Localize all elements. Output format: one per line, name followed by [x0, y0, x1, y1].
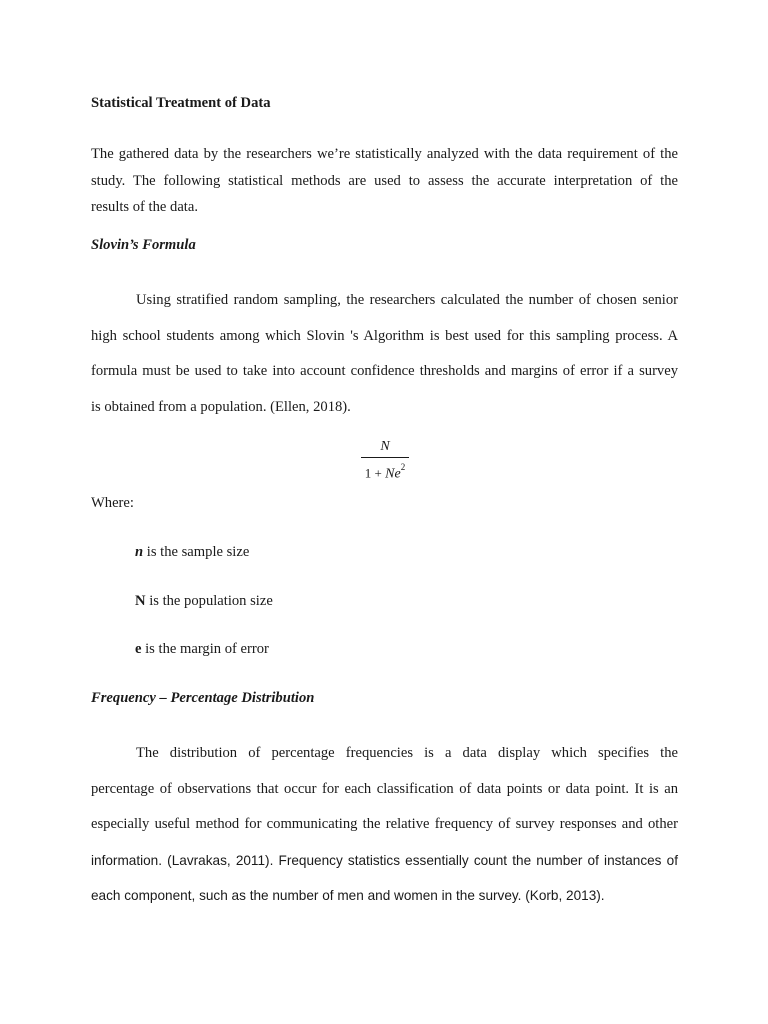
- definition-text: is the margin of error: [141, 641, 269, 657]
- slovin-line: is obtained from a population. (Ellen, 2018).: [91, 398, 351, 415]
- definition-e: [135, 640, 269, 658]
- where-label: Where:: [91, 495, 134, 511]
- definition-symbol: n: [135, 544, 144, 560]
- denominator-prefix: 1 +: [364, 465, 386, 481]
- definition-symbol: e: [135, 641, 142, 657]
- intro-paragraph: [91, 141, 678, 221]
- denominator-variable: Ne: [385, 466, 401, 482]
- slovin-formula: [358, 438, 412, 483]
- slovin-paragraph: [91, 283, 678, 425]
- slovin-heading: Slovin’s Formula: [91, 237, 196, 253]
- frequency-line: especially useful method for communicating the relative frequency of survey responses and other: [91, 816, 678, 832]
- formula-denominator: [358, 460, 412, 483]
- frequency-line: The distribution of percentage frequencies is a data display which specifies the: [136, 745, 678, 761]
- denominator-exponent: 2: [400, 462, 406, 472]
- intro-line: study. The following statistical methods are used to assess the accurate interpretation of the: [91, 172, 678, 189]
- section-title: Statistical Treatment of Data: [91, 95, 271, 111]
- definition-N: [135, 592, 273, 610]
- frequency-line: information. (Lavrakas, 2011). Frequency statistics essentially count the number of instances of: [91, 852, 678, 868]
- definition-n: [135, 543, 249, 561]
- frequency-line: percentage of observations that occur for each classification of data points or data point. It is an: [91, 780, 678, 797]
- definition-text: is the population size: [145, 593, 273, 609]
- frequency-paragraph: [91, 736, 678, 914]
- intro-line: results of the data.: [91, 199, 198, 215]
- intro-line: The gathered data by the researchers we’re statistically analyzed with the data requirement of the: [91, 146, 678, 162]
- slovin-line: Using stratified random sampling, the researchers calculated the number of chosen senior: [136, 292, 678, 308]
- slovin-line: high school students among which Slovin 's Algorithm is best used for this sampling process. A: [91, 327, 678, 344]
- definition-text: is the sample size: [143, 544, 250, 560]
- frequency-line: each component, such as the number of men and women in the survey. (Korb, 2013).: [91, 888, 605, 903]
- formula-numerator: N: [380, 439, 390, 454]
- fraction-bar: [361, 457, 409, 458]
- slovin-line: formula must be used to take into account confidence thresholds and margins of error if a survey: [91, 363, 678, 379]
- definition-symbol: N: [135, 593, 146, 609]
- frequency-heading: Frequency – Percentage Distribution: [91, 690, 315, 706]
